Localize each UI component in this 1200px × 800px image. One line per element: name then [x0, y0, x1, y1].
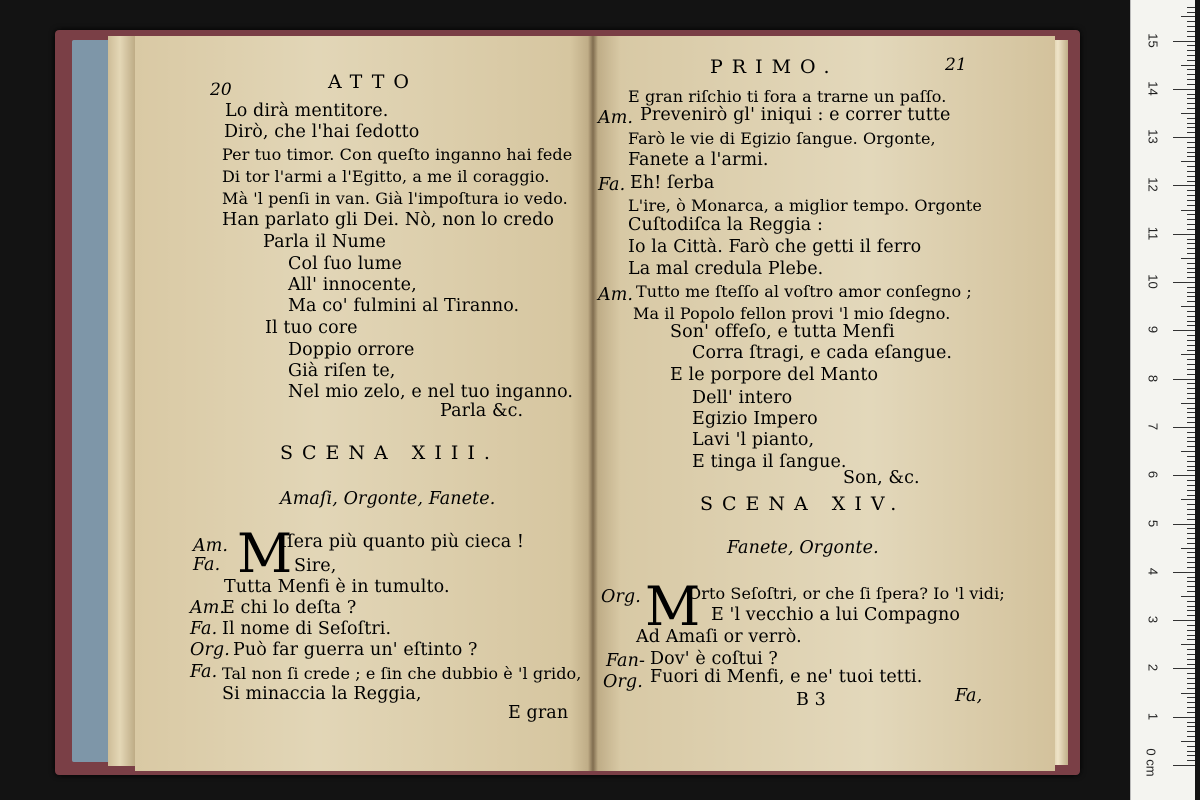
- scene-characters: Fanete, Orgonte.: [727, 538, 879, 558]
- text-line: Dirò, che l'hai ſedotto: [224, 122, 420, 142]
- ruler-tick: [1187, 84, 1195, 85]
- speaker-label: Fa.: [190, 662, 218, 682]
- ruler-tick: [1187, 243, 1195, 244]
- ruler-label: 12: [1145, 177, 1161, 193]
- text-line: E tinga il ſangue.: [692, 452, 847, 472]
- drop-cap: M: [645, 575, 701, 638]
- text-line: Doppio orrore: [288, 340, 415, 360]
- ruler-tick: [1187, 263, 1195, 264]
- speaker-label: Am.: [190, 598, 226, 618]
- ruler-tick: [1187, 45, 1195, 46]
- speaker-label: Org.: [190, 640, 230, 660]
- ruler-tick: [1187, 350, 1195, 351]
- text-line: La mal credula Plebe.: [628, 259, 824, 279]
- ruler-tick: [1187, 630, 1195, 631]
- ruler-tick: [1187, 272, 1195, 273]
- scene-characters: Amaſi, Orgonte, Fanete.: [280, 489, 496, 509]
- ruler-tick: [1181, 693, 1195, 694]
- ruler-tick: [1181, 596, 1195, 597]
- ruler-label: 7: [1145, 422, 1161, 430]
- ruler-tick: [1187, 123, 1195, 124]
- ruler-tick: [1181, 644, 1195, 645]
- ruler-tick: [1187, 557, 1195, 558]
- dialogue-line: Si minaccia la Reggia,: [222, 684, 422, 704]
- ruler-tick: [1187, 649, 1195, 650]
- ruler-tick: [1187, 562, 1195, 563]
- ruler-tick: [1187, 760, 1195, 761]
- ruler-tick: [1187, 514, 1195, 515]
- ruler-tick: [1187, 127, 1195, 128]
- speaker-label: Fa.: [193, 555, 221, 575]
- ruler-tick: [1187, 615, 1195, 616]
- ruler-label: 8: [1145, 374, 1161, 382]
- ruler-tick: [1187, 490, 1195, 491]
- dialogue-line: Fuori di Menfi, e ne' tuoi tetti.: [650, 667, 923, 687]
- ruler-tick: [1187, 79, 1195, 80]
- ruler-tick: [1173, 765, 1195, 766]
- ruler-tick: [1181, 499, 1195, 500]
- catchword: Fa,: [955, 686, 983, 706]
- ruler-tick: [1181, 403, 1195, 404]
- ruler-tick: [1187, 470, 1195, 471]
- text-line: Son' offeſo, e tutta Menfi: [670, 322, 895, 342]
- signature-mark: B 3: [796, 690, 826, 710]
- ruler-tick: [1181, 16, 1195, 17]
- text-line: Corra ſtragi, e cada eſangue.: [692, 343, 953, 363]
- ruler-tick: [1187, 321, 1195, 322]
- ruler-tick: [1187, 340, 1195, 341]
- ruler-tick: [1187, 625, 1195, 626]
- ruler-tick: [1187, 712, 1195, 713]
- ruler-tick: [1181, 741, 1195, 742]
- ruler-tick: [1187, 417, 1195, 418]
- ruler-label: 15: [1145, 32, 1161, 48]
- drop-cap: M: [237, 522, 293, 585]
- ruler-tick: [1187, 31, 1195, 32]
- ruler-tick: [1187, 683, 1195, 684]
- ruler-tick: [1187, 437, 1195, 438]
- ruler-tick: [1187, 731, 1195, 732]
- text-line: Farò le vie di Egizio ſangue. Orgonte,: [628, 129, 936, 148]
- ruler-label: 11: [1145, 226, 1161, 240]
- ruler-tick: [1181, 451, 1195, 452]
- ruler-tick: [1187, 736, 1195, 737]
- speaker-label: Am.: [598, 285, 634, 305]
- speaker-label: Am.: [598, 108, 634, 128]
- ruler-label: 3: [1145, 615, 1161, 624]
- text-line: L'ire, ò Monarca, a miglior tempo. Orgonte: [628, 196, 982, 215]
- text-line: Il tuo core: [265, 318, 358, 338]
- dialogue-line: Iſera più quanto più cieca !: [280, 532, 525, 552]
- ruler-tick: [1187, 702, 1195, 703]
- ruler-tick: [1187, 393, 1195, 394]
- ruler-tick: [1187, 36, 1195, 37]
- text-line: Ma il Popolo fellon provi 'l mio ſdegno.: [633, 304, 951, 323]
- ruler-tick: [1187, 359, 1195, 360]
- dialogue-line: E 'l vecchio a lui Compagno: [711, 605, 961, 625]
- ruler-tick: [1187, 678, 1195, 679]
- ruler-tick: [1187, 147, 1195, 148]
- ruler-label: 13: [1145, 129, 1161, 144]
- ruler-tick: [1173, 330, 1195, 331]
- ruler-label: 2: [1145, 664, 1161, 672]
- ruler-tick: [1187, 528, 1195, 529]
- dialogue-line: Orto Seſoſtri, or che ſi ſpera? Io 'l vidi;: [688, 584, 1005, 603]
- ruler-tick: [1187, 509, 1195, 510]
- ruler-tick: [1187, 591, 1195, 592]
- ruler-tick: [1187, 610, 1195, 611]
- text-line: Parla il Nume: [263, 232, 386, 252]
- ruler-tick: [1173, 379, 1195, 380]
- ruler-tick: [1187, 446, 1195, 447]
- ruler-tick: [1187, 533, 1195, 534]
- right-running-header: PRIMO.: [710, 56, 839, 78]
- ruler-tick: [1187, 412, 1195, 413]
- ruler-tick: [1187, 480, 1195, 481]
- ruler-tick: [1187, 388, 1195, 389]
- ruler-tick: [1187, 50, 1195, 51]
- ruler-tick: [1187, 55, 1195, 56]
- ruler-tick: [1187, 301, 1195, 302]
- ruler-tick: [1187, 26, 1195, 27]
- ruler-tick: [1187, 673, 1195, 674]
- ruler-tick: [1173, 89, 1195, 90]
- ruler-tick: [1187, 292, 1195, 293]
- ruler-tick: [1187, 664, 1195, 665]
- ruler-tick: [1187, 224, 1195, 225]
- ruler-tick: [1187, 200, 1195, 201]
- left-page-stack: [108, 36, 138, 766]
- ruler-tick: [1187, 635, 1195, 636]
- ruler-tick: [1187, 132, 1195, 133]
- ruler-tick: [1187, 586, 1195, 587]
- text-line: Lo dirà mentitore.: [225, 101, 389, 121]
- ruler-tick: [1187, 229, 1195, 230]
- ruler-tick: [1187, 345, 1195, 346]
- ruler-tick: [1187, 441, 1195, 442]
- ruler-tick: [1187, 519, 1195, 520]
- ruler-tick: [1187, 707, 1195, 708]
- text-line: Col ſuo lume: [288, 254, 402, 274]
- ruler-tick: [1187, 432, 1195, 433]
- ruler-tick: [1187, 316, 1195, 317]
- ruler-tick: [1187, 74, 1195, 75]
- ruler-tick: [1187, 466, 1195, 467]
- dialogue-line: Tutta Menfi è in tumulto.: [224, 577, 450, 597]
- ruler-tick: [1181, 113, 1195, 114]
- ruler-tick: [1187, 7, 1195, 8]
- ruler-tick: [1187, 383, 1195, 384]
- speaker-label: Fa.: [190, 619, 218, 639]
- text-line: Cuſtodiſca la Reggia :: [628, 215, 823, 235]
- ruler-tick: [1187, 277, 1195, 278]
- text-line: Di tor l'armi a l'Egitto, a me il coraggio.: [222, 167, 550, 186]
- ruler-tick: [1187, 248, 1195, 249]
- ruler-tick: [1187, 98, 1195, 99]
- ruler-label: 1: [1145, 712, 1161, 720]
- ruler-tick: [1187, 166, 1195, 167]
- ruler-tick: [1173, 717, 1195, 718]
- text-line: Io la Città. Farò che getti il ferro: [628, 237, 922, 257]
- text-line: Fanete a l'armi.: [628, 150, 769, 170]
- ruler-tick: [1187, 69, 1195, 70]
- ruler-tick: [1187, 456, 1195, 457]
- ruler-tick: [1187, 296, 1195, 297]
- ruler-tick: [1187, 369, 1195, 370]
- ruler-tick: [1187, 205, 1195, 206]
- ruler-tick: [1187, 142, 1195, 143]
- text-line: Ma co' fulmini al Tiranno.: [288, 296, 520, 316]
- ruler-tick: [1187, 103, 1195, 104]
- ruler-tick: [1187, 659, 1195, 660]
- ruler-tick: [1187, 697, 1195, 698]
- ruler-tick: [1187, 335, 1195, 336]
- ruler-tick: [1187, 108, 1195, 109]
- ruler-tick: [1187, 581, 1195, 582]
- ruler-tick: [1187, 746, 1195, 747]
- ruler-tick: [1187, 268, 1195, 269]
- text-line: Eh! ſerba: [630, 173, 715, 193]
- ruler-tick: [1187, 156, 1195, 157]
- left-page-number: 20: [210, 80, 232, 100]
- ruler-tick: [1187, 538, 1195, 539]
- measurement-ruler: [1130, 0, 1195, 800]
- speaker-label: Fa.: [598, 175, 626, 195]
- ruler-tick: [1187, 722, 1195, 723]
- ruler-tick: [1187, 12, 1195, 13]
- speaker-label: Org.: [603, 672, 643, 692]
- ruler-tick: [1187, 504, 1195, 505]
- ruler-tick: [1181, 161, 1195, 162]
- ruler-tick: [1187, 214, 1195, 215]
- text-line: Nel mio zelo, e nel tuo inganno.: [288, 382, 574, 402]
- ruler-tick: [1187, 253, 1195, 254]
- speaker-label: Org.: [601, 587, 641, 607]
- text-line: Dell' intero: [692, 388, 793, 408]
- text-line: Parla &c.: [440, 401, 524, 421]
- text-line: E le porpore del Manto: [670, 365, 879, 385]
- text-line: Per tuo timor. Con queſto inganno hai fede: [222, 145, 573, 164]
- text-line: Già riſen te,: [288, 361, 396, 381]
- ruler-tick: [1187, 543, 1195, 544]
- ruler-label: 9: [1145, 326, 1161, 334]
- ruler-tick: [1187, 567, 1195, 568]
- ruler-tick: [1187, 688, 1195, 689]
- ruler-tick: [1187, 654, 1195, 655]
- ruler-tick: [1187, 176, 1195, 177]
- scene-title: SCENA XIII.: [280, 442, 499, 464]
- ruler-tick: [1187, 21, 1195, 22]
- ruler-tick: [1187, 751, 1195, 752]
- ruler-tick: [1181, 258, 1195, 259]
- dialogue-line: Ad Amaſi or verrò.: [636, 627, 802, 647]
- ruler-tick: [1187, 364, 1195, 365]
- ruler-tick: [1181, 65, 1195, 66]
- ruler-tick: [1187, 374, 1195, 375]
- dialogue-line: Sire,: [294, 556, 337, 576]
- scene-title: SCENA XIV.: [700, 493, 906, 515]
- ruler-tick: [1173, 572, 1195, 573]
- ruler-tick: [1181, 306, 1195, 307]
- dialogue-line: Tal non ſi crede ; e ſin che dubbio è 'l grido,: [222, 664, 582, 683]
- ruler-tick: [1187, 325, 1195, 326]
- ruler-tick: [1187, 219, 1195, 220]
- ruler-tick: [1173, 282, 1195, 283]
- ruler-tick: [1173, 668, 1195, 669]
- ruler-tick: [1187, 726, 1195, 727]
- text-line: Son, &c.: [843, 468, 920, 488]
- text-line: Lavi 'l pianto,: [692, 430, 815, 450]
- text-line: Tutto me ſteſſo al voſtro amor conſegno ;: [636, 282, 972, 301]
- dialogue-line: Il nome di Seſoſtri.: [222, 619, 392, 639]
- ruler-tick: [1187, 287, 1195, 288]
- ruler-tick: [1173, 41, 1195, 42]
- ruler-label: 5: [1145, 519, 1161, 527]
- ruler-label: 4: [1145, 567, 1161, 575]
- text-line: E gran riſchio ti fora a trarne un paſſo.: [628, 87, 947, 106]
- ruler-tick: [1187, 485, 1195, 486]
- ruler-tick: [1173, 427, 1195, 428]
- ruler-tick: [1187, 639, 1195, 640]
- ruler-unit-label: 0 cm: [1143, 748, 1159, 777]
- text-line: Han parlato gli Dei. Nò, non lo credo: [222, 210, 555, 230]
- catchword: E gran: [508, 703, 569, 723]
- ruler-tick: [1187, 755, 1195, 756]
- text-line: Prevenirò gl' iniqui : e correr tutte: [640, 105, 951, 125]
- ruler-tick: [1187, 495, 1195, 496]
- ruler-tick: [1173, 137, 1195, 138]
- dialogue-line: E chi lo deſta ?: [222, 598, 357, 618]
- right-page-number: 21: [945, 55, 967, 75]
- ruler-tick: [1187, 118, 1195, 119]
- ruler-label: 10: [1145, 274, 1161, 289]
- ruler-tick: [1187, 94, 1195, 95]
- ruler-tick: [1187, 171, 1195, 172]
- ruler-tick: [1187, 408, 1195, 409]
- ruler-tick: [1187, 422, 1195, 423]
- ruler-tick: [1187, 239, 1195, 240]
- ruler-tick: [1187, 311, 1195, 312]
- ruler-tick: [1181, 210, 1195, 211]
- ruler-tick: [1187, 398, 1195, 399]
- ruler-tick: [1187, 152, 1195, 153]
- ruler-tick: [1173, 475, 1195, 476]
- speaker-label: Am.: [193, 536, 229, 556]
- ruler-tick: [1187, 195, 1195, 196]
- text-line: Mà 'l penſi in van. Già l'impoſtura io vedo.: [222, 189, 568, 208]
- ruler-tick: [1187, 577, 1195, 578]
- ruler-tick: [1187, 601, 1195, 602]
- ruler-tick: [1187, 552, 1195, 553]
- dialogue-line: Dov' è coſtui ?: [650, 649, 778, 669]
- speaker-label: Fan-: [606, 651, 645, 671]
- ruler-tick: [1187, 190, 1195, 191]
- text-line: Egizio Impero: [692, 409, 818, 429]
- ruler-tick: [1173, 524, 1195, 525]
- ruler-tick: [1187, 461, 1195, 462]
- ruler-tick: [1173, 234, 1195, 235]
- dialogue-line: Può far guerra un' eſtinto ?: [233, 640, 478, 660]
- ruler-label: 14: [1145, 81, 1161, 96]
- book-gutter: [588, 36, 598, 771]
- ruler-tick: [1187, 606, 1195, 607]
- ruler-label: 6: [1145, 471, 1161, 479]
- ruler-tick: [1187, 60, 1195, 61]
- text-line: All' innocente,: [288, 275, 417, 295]
- ruler-tick: [1181, 354, 1195, 355]
- ruler-tick: [1187, 181, 1195, 182]
- ruler-tick: [1173, 620, 1195, 621]
- ruler-tick: [1173, 185, 1195, 186]
- ruler-tick: [1181, 548, 1195, 549]
- left-running-header: ATTO: [328, 71, 418, 93]
